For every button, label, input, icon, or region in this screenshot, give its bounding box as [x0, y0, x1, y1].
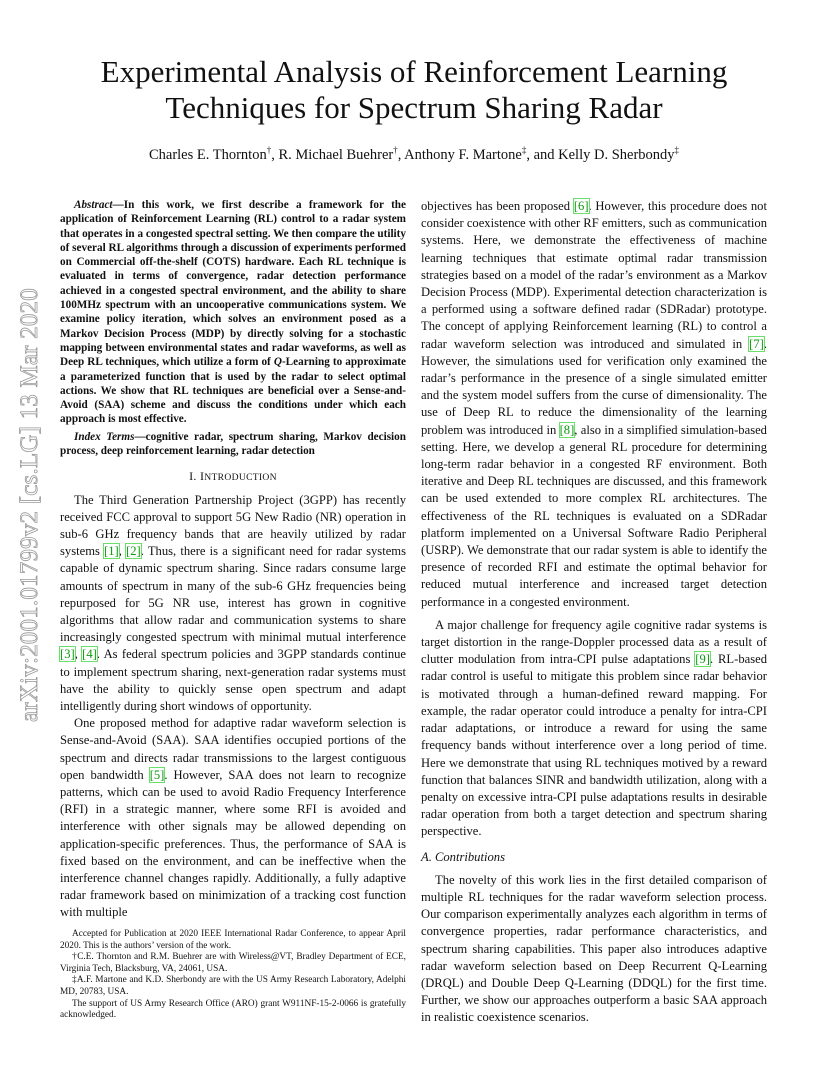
paragraph-text: . RL-based radar control is useful to mitigate this problem since radar behavior is motivated through a human-defined reward mapping. For example, the radar operator could introduce a penalty for intra-CPI radar adaptations, or introduce a reward for using the same frequency bands without interference over a long period of time. Here we demonstrate that using RL techniques motived by a reward function that balances SINR and bandwidth utilization, along with a penalty on excessive intra-CPI pulse adaptations results in desirable radar operation from both a target detection and spectrum sharing perspective. [421, 652, 767, 839]
paragraph-text: One proposed method for adaptive radar waveform selection is Sense-and-Avoid (SAA). SAA identifies occupied portions of the spectrum and directs radar transmissions to the largest contiguous open bandwidth [60, 716, 406, 782]
paragraph-text: The Third Generation Partnership Project (3GPP) has recently received FCC approval to support 5G New Radio (NR) operation in sub-6 GHz frequency bands that are heavily utilized by radar systems [60, 492, 406, 559]
section-heading-initial: I [200, 469, 205, 484]
citation-link[interactable]: [6] [573, 199, 589, 213]
index-terms-label: Index Terms [74, 430, 135, 443]
citation-link[interactable]: [7] [749, 336, 764, 351]
citation-link[interactable]: [2] [126, 544, 141, 559]
paragraph-text: . As federal spectrum policies and 3GPP standards continue to implement spectrum sharing, next-generation radar systems must have the ability to quickly sense open spectrum and adapt intelligently during short windows of opportunity. [60, 647, 407, 713]
index-terms [60, 430, 406, 459]
title-line-1: Experimental Analysis of Reinforcement Learning [100, 54, 728, 89]
citation-link[interactable]: [4] [82, 647, 97, 662]
paragraph [421, 617, 767, 841]
author-name: , and Kelly D. Sherbondy [526, 147, 675, 163]
q-symbol: Q [273, 356, 282, 369]
author-name: , R. Michael Buehrer [271, 147, 394, 163]
citation-link[interactable]: [5] [149, 767, 165, 782]
footnote: The support of US Army Research Office (ARO) grant W911NF-15-2-0066 is gratefully acknowledged. [60, 998, 406, 1021]
paragraph [421, 198, 767, 611]
right-column [421, 198, 767, 1027]
footnote: Accepted for Publication at 2020 IEEE International Radar Conference, to appear April 2020. This is the authors’ version of the work. [60, 929, 406, 951]
citation-link[interactable]: [9] [695, 652, 710, 667]
abstract-label: Abstract [74, 199, 113, 211]
abstract-text: —In this work, we first describe a framework for the application of Reinforcement Learning (RL) control to a radar system that operates in a congested spectral setting. We then compare the utility of several RL algorithms through a discussion of experiments performed on Commercial off-the-shelf (COTS) hardware. Each RL technique is evaluated in terms of convergence, radar detection performance achieved in a congested spectral environment, and the ability to share 100MHz spectrum with an uncooperative communications system. We examine policy iteration, which solves an environment posed as a Markov Decision Process (MDP) by directly solving for a stochastic mapping between environmental states and radar waveforms, as well as Deep RL techniques, which utilize a form of [60, 199, 406, 369]
paragraph-text: A major challenge for frequency agile cognitive radar systems is target distortion in the range-Doppler processed data as a result of clutter modulation from intra-CPI pulse adaptations [421, 617, 767, 667]
arxiv-stamp [2, 255, 58, 755]
footnotes [60, 929, 406, 1022]
abstract-text-continued: -Learning to approximate a parameterized function that is used by the radar to select optimal actions. We show that RL techniques are beneficial over a Sense-and-Avoid (SAA) scheme and discuss the conditions under which each approach is most effective. [60, 356, 406, 426]
subsection-heading-contributions: A. Contributions [421, 849, 505, 864]
section-heading-introduction [60, 468, 406, 486]
index-terms-text: —cognitive radar, spectrum sharing, Markov decision process, deep reinforcement learning, radar detection [60, 430, 406, 458]
citation-link[interactable]: [1] [104, 544, 119, 559]
author-name: Charles E. Thornton [148, 147, 267, 163]
paragraph: The novelty of this work lies in the first detailed comparison of multiple RL techniques for the radar waveform selection process. Our comparison experimentally analyzes each algorithm in terms of convergence properties, radar performance characteristics, and spectrum sharing capabilities. This paper also introduces adaptive radar waveform selection based on Deep Recurrent Q-Learning (DRQL) and Double Deep Q-Learning (DDQL) for the first time. Further, we show our approaches outperform a basic SAA approach in realistic coexistence scenarios. [421, 872, 767, 1025]
left-column [60, 198, 406, 922]
footnote: ‡A.F. Martone and K.D. Sherbondy are with the US Army Research Laboratory, Adelphi MD, 20783, USA. [60, 975, 406, 997]
affiliation-mark: † [393, 145, 398, 155]
author-list [40, 146, 788, 164]
citation-link[interactable]: [8] [559, 422, 575, 437]
paragraph-text: , also in a simplified simulation-based setting. Here, we develop a general RL procedure for determining long-term radar behavior in a congested RF environment. Both iterative and Deep RL techniques are discussed, and this framework can be used extended to more complex RL architectures. The effectiveness of the RL techniques is evaluated on a SDRadar platform implemented on a Universal Software Radio Peripheral (USRP). We demonstrate that our radar system is able to identify the presence of recorded RFI and estimate the optimal behavior for reduced mutual interference and increased target detection performance in a congested environment. [421, 422, 767, 609]
affiliation-mark: † [266, 145, 272, 155]
author-name: , Anthony F. Martone [397, 147, 522, 163]
citation-link[interactable]: [3] [60, 647, 75, 662]
section-numeral: I. [189, 469, 200, 484]
paragraph-text: . However, the simulations used for verification only examined the radar’s performance in the presence of a single simulated emitter and the system model suffers from the curse of dimensionality. The use of Deep RL to reduce the dimensionality of the learning problem was introduced in [421, 336, 767, 437]
abstract [60, 198, 406, 427]
paragraph [60, 492, 406, 716]
paragraph-text: , [74, 647, 83, 662]
paragraph-text: . Thus, there is a significant need for radar systems capable of dynamic spectrum sharing. Since radars consume large amounts of spectrum in many of the sub-6 GHz frequencies being repurposed for 5G NR use, interest has grown in cognitive algorithms that allow radar and communication systems to share increasingly congested spectrum with minimal mutual interference [60, 544, 406, 645]
affiliation-mark: ‡ [521, 145, 527, 155]
paper-title [40, 54, 788, 126]
paragraph-text: objectives has been proposed [421, 199, 574, 213]
affiliation-mark: ‡ [674, 145, 680, 155]
arxiv-stamp-text: arXiv:2001.01799v2 [cs.LG] 13 Mar 2020 [16, 288, 44, 722]
title-line-2: Techniques for Spectrum Sharing Radar [165, 90, 663, 125]
paragraph [60, 715, 406, 921]
paragraph-text: . However, SAA does not learn to recognize patterns, which can be used to avoid Radio Frequency Interference (RFI) in a strategic manner, where some RFI is avoided and interference with other signals may be allowed depending on application-specific preferences. Thus, the performance of SAA is fixed based on the environment, and can be ineffective when the interference channel changes rapidly. Additionally, a fully adaptive radar framework based on minimization of a tracking cost function with multiple [60, 767, 406, 920]
footnote: †C.E. Thornton and R.M. Buehrer are with Wireless@VT, Bradley Department of ECE, Virginia Tech, Blacksburg, VA, 24061, USA. [60, 952, 406, 974]
paragraph-text: , [118, 544, 127, 559]
paragraph-text: . However, this procedure does not consider coexistence with other RF emitters, such as communication systems. Here, we demonstrate the effectiveness of machine learning techniques that estimate optimal radar transmission strategies based on a model of the radar’s environment as a Markov Decision Process (MDP). Experimental detection characterization is a performed using a software defined radar (SDRadar) prototype. The concept of applying Reinforcement learning (RL) to control a radar waveform selection was introduced and simulated in [421, 199, 767, 351]
section-heading-smallcaps: NTRODUCTION [204, 472, 277, 484]
